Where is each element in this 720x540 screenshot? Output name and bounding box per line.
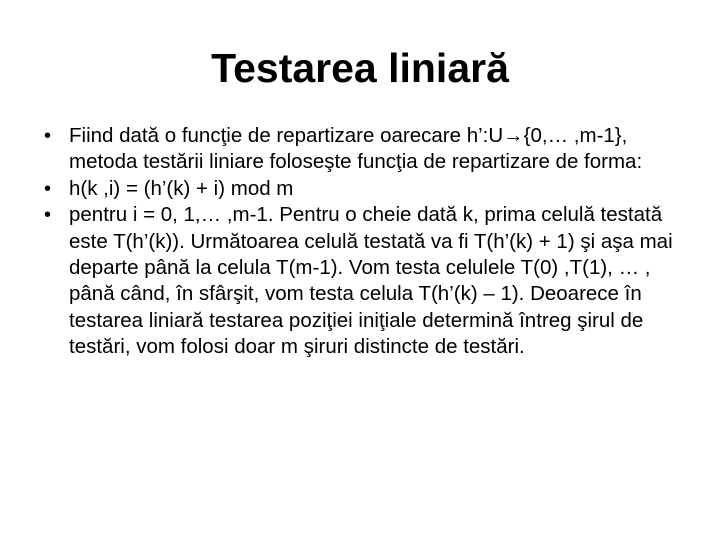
- bullet-marker: •: [44, 204, 52, 227]
- bullet-item-formula: [44, 176, 694, 202]
- bullet-text: Fiind dată o funcţie de repartizare oarecare h’:U→{0,… ,m-1}, metoda testării liniare foloseşte funcţia de repartizare de forma:: [69, 124, 643, 174]
- slide-title: Testarea liniară: [211, 45, 509, 91]
- bullet-marker: •: [44, 125, 52, 147]
- bullet-item-explanation: [44, 202, 694, 360]
- bullet-item-definition: [44, 123, 694, 176]
- bullet-text: h(k ,i) = (h’(k) + i) mod m: [69, 176, 294, 200]
- bullet-marker: •: [44, 177, 52, 200]
- bullet-list: [44, 123, 694, 361]
- bullet-text: pentru i = 0, 1,… ,m-1. Pentru o cheie dată k, prima celulă testată este T(h’(k)). Următoarea celulă testată va fi T(h’(k) + 1) şi aşa mai departe până la celula T(m-1). Vom testa celulele T(0) ,T(1), … , până când, în sfârşit, vom testa celula T(h’(k) – 1). Deoarece în testarea liniară testarea poziţiei iniţiale determină întreg şirul de testări, vom folosi doar m şiruri distincte de testări.: [69, 203, 673, 359]
